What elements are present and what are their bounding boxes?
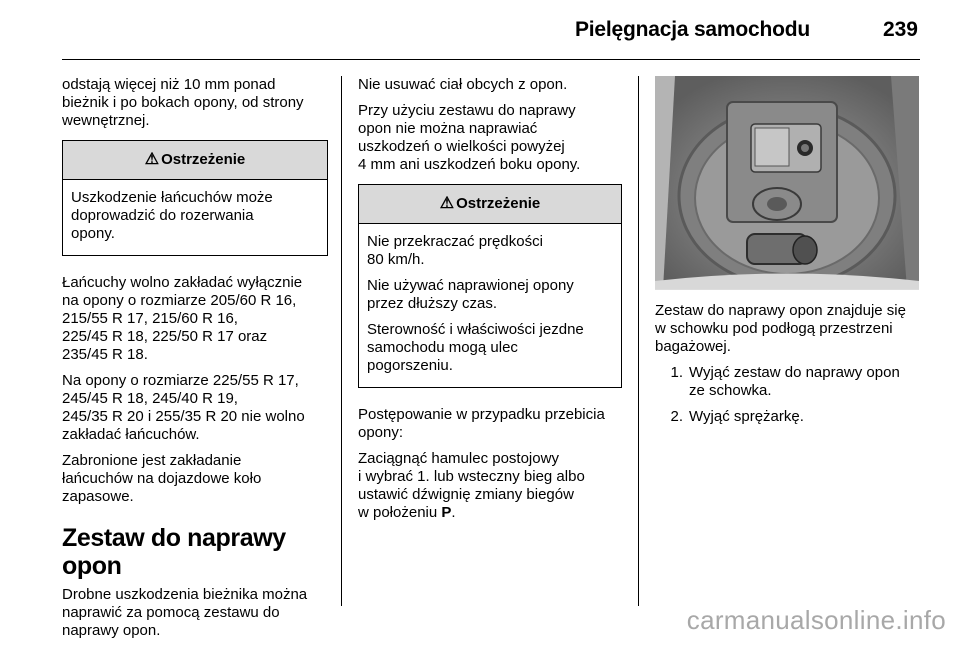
step-text: Wyjąć sprężarkę. bbox=[689, 408, 804, 425]
step-text: Wyjąć zestaw do naprawy opon ze schowka. bbox=[689, 364, 900, 399]
column-left bbox=[62, 76, 328, 648]
warning-text: Uszkodzenie łańcuchów może doprowadzić do rozerwania opony. bbox=[71, 189, 273, 242]
warning-speed-text: Nie przekraczać prędkości 80 km/h. bbox=[367, 233, 543, 268]
list-item bbox=[655, 408, 923, 426]
steps-list bbox=[655, 364, 923, 426]
warning-header bbox=[359, 185, 621, 224]
gear-p-label: P bbox=[441, 504, 452, 521]
step-number: 2. bbox=[670, 408, 683, 425]
warning-box-chains bbox=[62, 140, 328, 256]
column-divider-2 bbox=[638, 76, 639, 606]
warning-triangle-icon: ⚠ bbox=[144, 151, 160, 168]
puncture-procedure-text: Postępowanie w przypadku przebicia opony: bbox=[358, 406, 605, 441]
chains-spare-wheel-text: Zabronione jest zakładanie łańcuchów na dojazdowe koło zapasowe. bbox=[62, 452, 262, 505]
chains-forbidden-sizes-text: Na opony o rozmiarze 225/55 R 17, 245/45 R 18, 245/40 R 19, 245/35 R 20 i 255/35 R 20 nie wolno zakładać łańcuchów. bbox=[62, 372, 305, 443]
page-number: 239 bbox=[882, 18, 918, 41]
warning-body bbox=[63, 180, 327, 255]
column-divider-1 bbox=[341, 76, 342, 606]
column-middle bbox=[358, 76, 622, 530]
photo-caption: Zestaw do naprawy opon znajduje się w schowku pod podłogą przestrzeni bagażowej. bbox=[655, 302, 906, 355]
section-intro-text: Drobne uszkodzenia bieżnika można naprawić za pomocą zestawu do naprawy opon. bbox=[62, 586, 308, 639]
warning-triangle-icon: ⚠ bbox=[439, 195, 455, 212]
intro-text: odstają więcej niż 10 mm ponad bieżnik i po bokach opony, od strony wewnętrznej. bbox=[62, 76, 304, 129]
repair-limits-text: Przy użyciu zestawu do naprawy opon nie można naprawiać uszkodzeń o wielkości powyżej 4 mm ani uszkodzeń boku opony. bbox=[358, 102, 581, 173]
chains-sizes-text: Łańcuchy wolno zakładać wyłącznie na opony o rozmiarze 205/60 R 16, 215/55 R 17, 215/60 R 16, 225/45 R 18, 225/50 R 17 oraz 235/45 R 18. bbox=[62, 274, 303, 363]
step-number: 1. bbox=[670, 364, 683, 381]
warning-box-speed bbox=[358, 184, 622, 388]
page-header-title: Pielęgnacja samochodu bbox=[574, 18, 810, 41]
parking-brake-text: Zaciągnąć hamulec postojowy i wybrać 1. lub wsteczny bieg albo ustawić dźwignię zmiany biegów w położeniu P. bbox=[358, 450, 585, 521]
warning-handling-text: Sterowność i właściwości jezdne samochodu mogą ulec pogorszeniu. bbox=[367, 321, 584, 374]
header-divider bbox=[62, 59, 920, 60]
warning-duration-text: Nie używać naprawionej opony przez dłuższy czas. bbox=[367, 277, 574, 312]
foreign-objects-text: Nie usuwać ciał obcych z opon. bbox=[358, 76, 568, 93]
warning-title: Ostrzeżenie bbox=[161, 151, 246, 168]
list-item bbox=[655, 364, 923, 400]
trunk-compartment-illustration bbox=[655, 76, 919, 289]
section-title: Zestaw do naprawy opon bbox=[62, 524, 286, 580]
warning-title: Ostrzeżenie bbox=[456, 195, 541, 212]
warning-body bbox=[359, 224, 621, 387]
tire-repair-kit-photo bbox=[655, 76, 919, 290]
column-right bbox=[655, 76, 923, 434]
warning-header bbox=[63, 141, 327, 180]
watermark: carmanualsonline.info bbox=[686, 605, 946, 635]
